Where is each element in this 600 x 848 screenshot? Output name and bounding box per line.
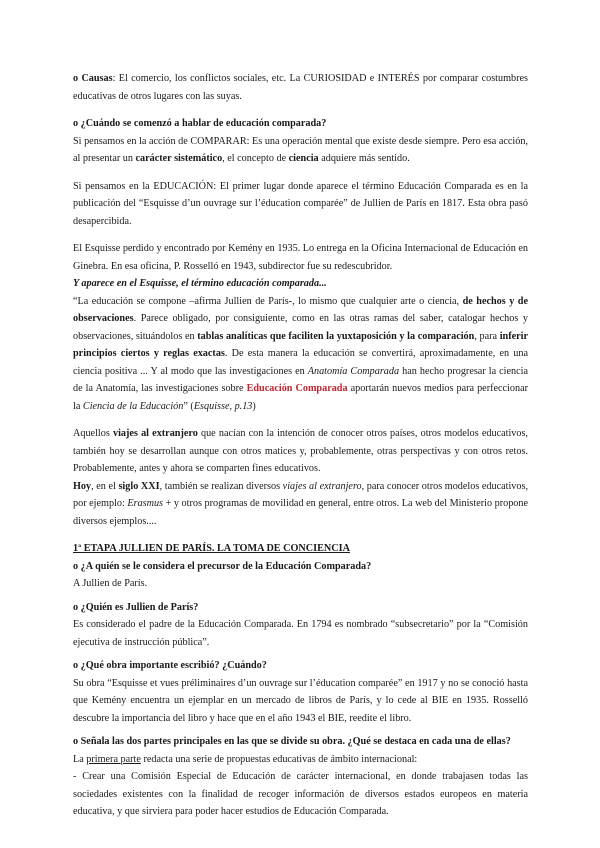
causas-label: Causas (81, 73, 113, 84)
paragraph-comparar: Si pensamos en la acción de COMPARAR: Es una operación mental que existe desde siempre. Pero esa acción, al presentar un carácter sistemático, el concepto de ciencia adquiere más sentido. (73, 135, 528, 164)
question-partes: o Señala las dos partes principales en las que se divide su obra. ¿Qué se destaca en cada una de ellas? (73, 736, 511, 747)
causas-paragraph: o Causas: El comercio, los conflictos sociales, etc. La CURIOSIDAD e INTERÉS por comparar costumbres educativas de otros lugares con las suyas. (73, 73, 528, 102)
paragraph-educacion: Si pensamos en la EDUCACIÓN: El primer lugar donde aparece el término Educación Comparada es en la publicación del “Esquisse d’un ouvrage sur l’éducation comparée” de Jullien de París en 1817. Esta obra pasó desapercibida. (73, 180, 528, 227)
question-who-jullien: o ¿Quién es Jullien de París? (73, 601, 199, 613)
document-page (73, 70, 528, 821)
paragraph-viajes: Aquellos viajes al extranjero que nacían con la intención de conocer otros países, otros modelos educativos, también hoy se desarrollan aunque con otros matices y, probablemente, otras perspectivas y con otros retos. Probablemente, antes y ahora se comparten fines educativos. (73, 428, 528, 474)
answer-primera-parte: La primera parte redacta una serie de propuestas educativas de ámbito internacional: (73, 753, 418, 765)
paragraph-esquisse-perdido: El Esquisse perdido y encontrado por Kemény en 1935. Lo entrega en la Oficina Internacional de Educación en Ginebra. En esa oficina, P. Rosselló en 1943, subdirector fue su redescubridor. (73, 243, 528, 272)
answer-who-jullien: Es considerado el padre de la Educación Comparada. En 1794 es nombrado “subsecretario” por la “Comisión ejecutiva de instrucción pública”. (73, 619, 528, 648)
answer-comision: - Crear una Comisión Especial de Educación de carácter internacional, en donde trabajasen todas las sociedades existentes con la finalidad de recoger información de diversos estados europeos en materia educativa, y que sirviera para poder hacer estudios de Educación Comparada. (73, 771, 528, 817)
question-precursor: o ¿A quién se le considera el precursor de la Educación Comparada? (73, 560, 372, 572)
answer-precursor: A Jullien de París. (73, 578, 148, 589)
paragraph-hoy: Hoy, en el siglo XXI, también se realizan diversos viajes al extranjero, para conocer otros modelos educativos, por ejemplo: Erasmus + y otros programas de movilidad en general, entre otros. La web del Ministerio propone diversos ejemplos.... (73, 480, 529, 527)
question-obra: o ¿Qué obra importante escribió? ¿Cuándo? (73, 660, 267, 671)
highlight-educacion-comparada: Educación Comparada (246, 383, 348, 394)
subheading-esquisse-term: Y aparece en el Esquisse, el término educación comparada... (73, 278, 327, 289)
answer-obra: Su obra “Esquisse et vues préliminaires d’un ouvrage sur l’éducation comparée” en 1917 y no se conoció hasta que Kemény encuentra un ejemplar en un mercado de libros de París, y lo cede al BIE en 1935. Rosselló descubre la importancia del libro y hace que en el año 1943 el BIE, reedite el libro. (73, 677, 528, 724)
section-title: 1ª ETAPA JULLIEN DE PARÍS. LA TOMA DE CONCIENCIA (73, 543, 350, 554)
quote-jullien: “La educación se compone –afirma Jullien de París-, lo mismo que cualquier arte o ciencia, de hechos y de observaciones. Parece obligado, por consiguiente, como en las otras ramas del saber, catalogar hechos y observaciones, situándolos en tablas analíticas que faciliten la yuxtaposición y la comparación, para inferir principios ciertos y reglas exactas. De esta manera la educación se convertirá, aproximadamente, en una ciencia positiva ... Y al modo que las investigaciones en Anatomía Comparada han hecho progresar la ciencia de la Anatomía, las investigaciones sobre Educación Comparada aportarán nuevos medios para perfeccionar la Ciencia de la Educación” (Esquisse, p.13) (73, 295, 529, 412)
question-when-started: o ¿Cuándo se comenzó a hablar de educación comparada? (73, 118, 327, 129)
